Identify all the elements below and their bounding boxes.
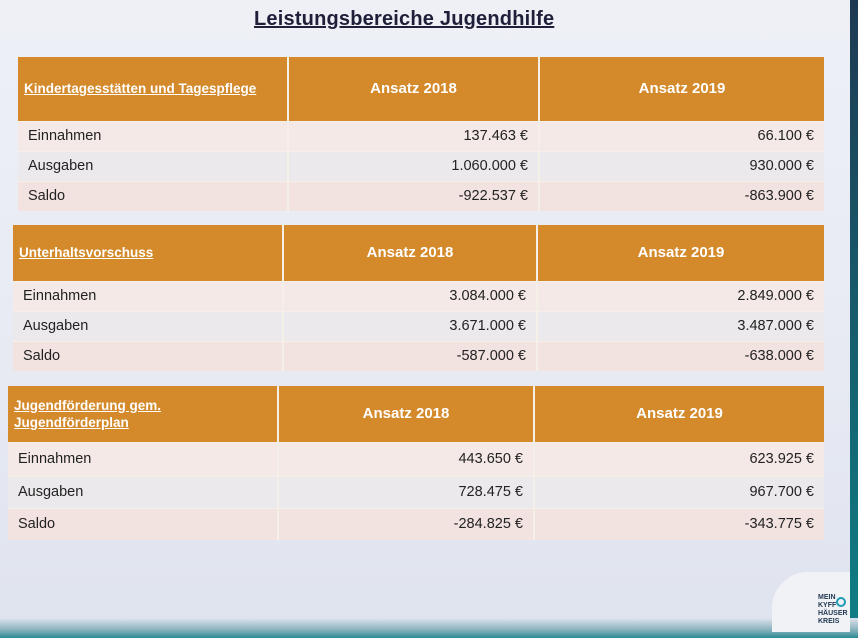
column-header-2019: Ansatz 2019: [539, 57, 824, 121]
table-row: [13, 311, 824, 341]
logo-text: MEIN KYFF HÄUSER KREIS: [818, 594, 848, 625]
table-header-row: [13, 225, 824, 281]
table-header-row: [8, 386, 824, 442]
table-label: Kindertagesstätten und Tagespflege: [18, 57, 288, 121]
value-2019: 623.925 €: [534, 442, 824, 476]
table-label: Jugendförderung gem. Jugendförderplan: [8, 386, 278, 442]
row-label: Einnahmen: [18, 121, 288, 151]
table-row: [8, 508, 824, 540]
budget-table-kindertagesstaetten: [18, 57, 824, 211]
value-2018: 3.671.000 €: [283, 311, 537, 341]
column-header-2018: Ansatz 2018: [283, 225, 537, 281]
table-row: [8, 442, 824, 476]
row-label: Saldo: [13, 341, 283, 371]
value-2019: -343.775 €: [534, 508, 824, 540]
row-label: Saldo: [8, 508, 278, 540]
column-header-2019: Ansatz 2019: [537, 225, 824, 281]
row-label: Ausgaben: [8, 476, 278, 508]
slide-title: Leistungsbereiche Jugendhilfe: [254, 8, 555, 30]
table-row: [8, 476, 824, 508]
table-row: [18, 121, 824, 151]
value-2018: 728.475 €: [278, 476, 534, 508]
value-2018: 443.650 €: [278, 442, 534, 476]
value-2019: -638.000 €: [537, 341, 824, 371]
value-2018: -922.537 €: [288, 181, 539, 211]
row-label: Saldo: [18, 181, 288, 211]
value-2019: 967.700 €: [534, 476, 824, 508]
row-label: Einnahmen: [13, 281, 283, 311]
screen-edge-bottom: [0, 618, 858, 638]
row-label: Einnahmen: [8, 442, 278, 476]
value-2019: 930.000 €: [539, 151, 824, 181]
value-2019: 3.487.000 €: [537, 311, 824, 341]
table-header-row: [18, 57, 824, 121]
value-2018: -587.000 €: [283, 341, 537, 371]
table-row: [13, 281, 824, 311]
table-label: Unterhaltsvorschuss: [13, 225, 283, 281]
budget-table-jugendfoerderung: [8, 386, 824, 540]
value-2019: 2.849.000 €: [537, 281, 824, 311]
budget-table-unterhaltsvorschuss: [13, 225, 824, 371]
value-2018: 137.463 €: [288, 121, 539, 151]
value-2018: -284.825 €: [278, 508, 534, 540]
value-2019: 66.100 €: [539, 121, 824, 151]
column-header-2018: Ansatz 2018: [288, 57, 539, 121]
column-header-2018: Ansatz 2018: [278, 386, 534, 442]
table-row: [18, 181, 824, 211]
value-2018: 3.084.000 €: [283, 281, 537, 311]
screen-edge-right: [850, 0, 858, 638]
table-row: [13, 341, 824, 371]
value-2019: -863.900 €: [539, 181, 824, 211]
row-label: Ausgaben: [13, 311, 283, 341]
column-header-2019: Ansatz 2019: [534, 386, 824, 442]
kyffhaeuser-logo-icon: [772, 572, 850, 632]
value-2018: 1.060.000 €: [288, 151, 539, 181]
row-label: Ausgaben: [18, 151, 288, 181]
table-row: [18, 151, 824, 181]
